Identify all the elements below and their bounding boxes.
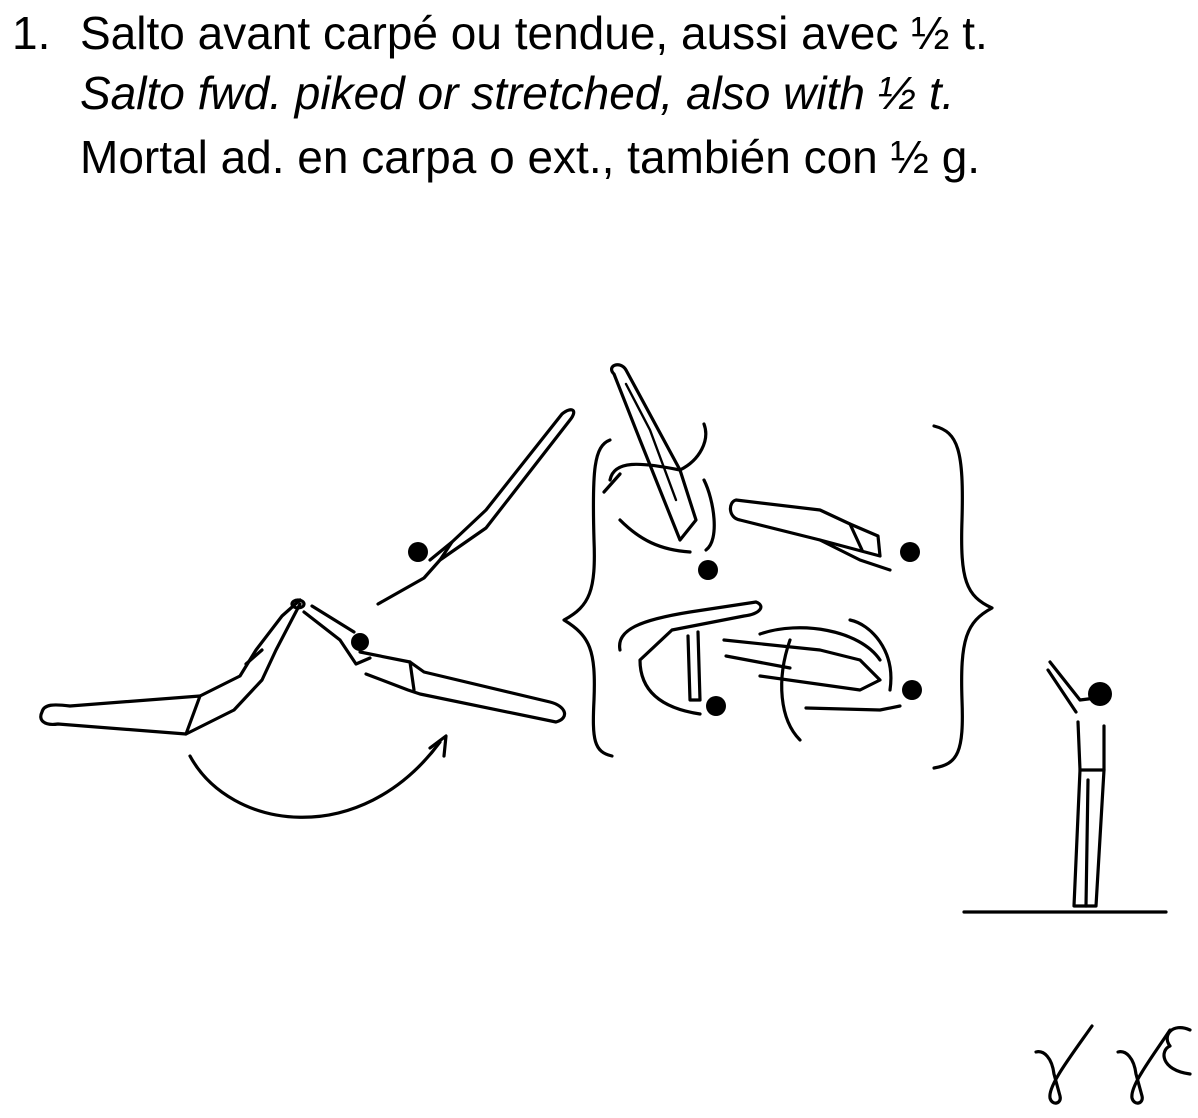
figure-dive-upward xyxy=(378,410,574,604)
figure-stretched-half-turn xyxy=(724,620,922,740)
description-french: Salto avant carpé ou tendue, aussi avec ½ t. xyxy=(80,7,988,59)
figure-stretched-diagonal xyxy=(351,633,565,722)
symbol-notation xyxy=(1036,1026,1190,1103)
figure-piked-salto-top xyxy=(604,365,718,580)
figure-standing-landing xyxy=(1048,662,1112,906)
description-spanish: Mortal ad. en carpa o ext., también con ½ g. xyxy=(80,131,981,183)
rotation-arc xyxy=(190,736,446,817)
figure-stretched-start xyxy=(41,600,370,734)
description-english: Salto fwd. piked or stretched, also with ½ t. xyxy=(80,67,955,119)
element-number: 1. xyxy=(12,7,51,59)
right-bracket xyxy=(934,426,992,768)
figure-stretched-top-right xyxy=(730,500,920,570)
left-bracket xyxy=(564,440,612,756)
